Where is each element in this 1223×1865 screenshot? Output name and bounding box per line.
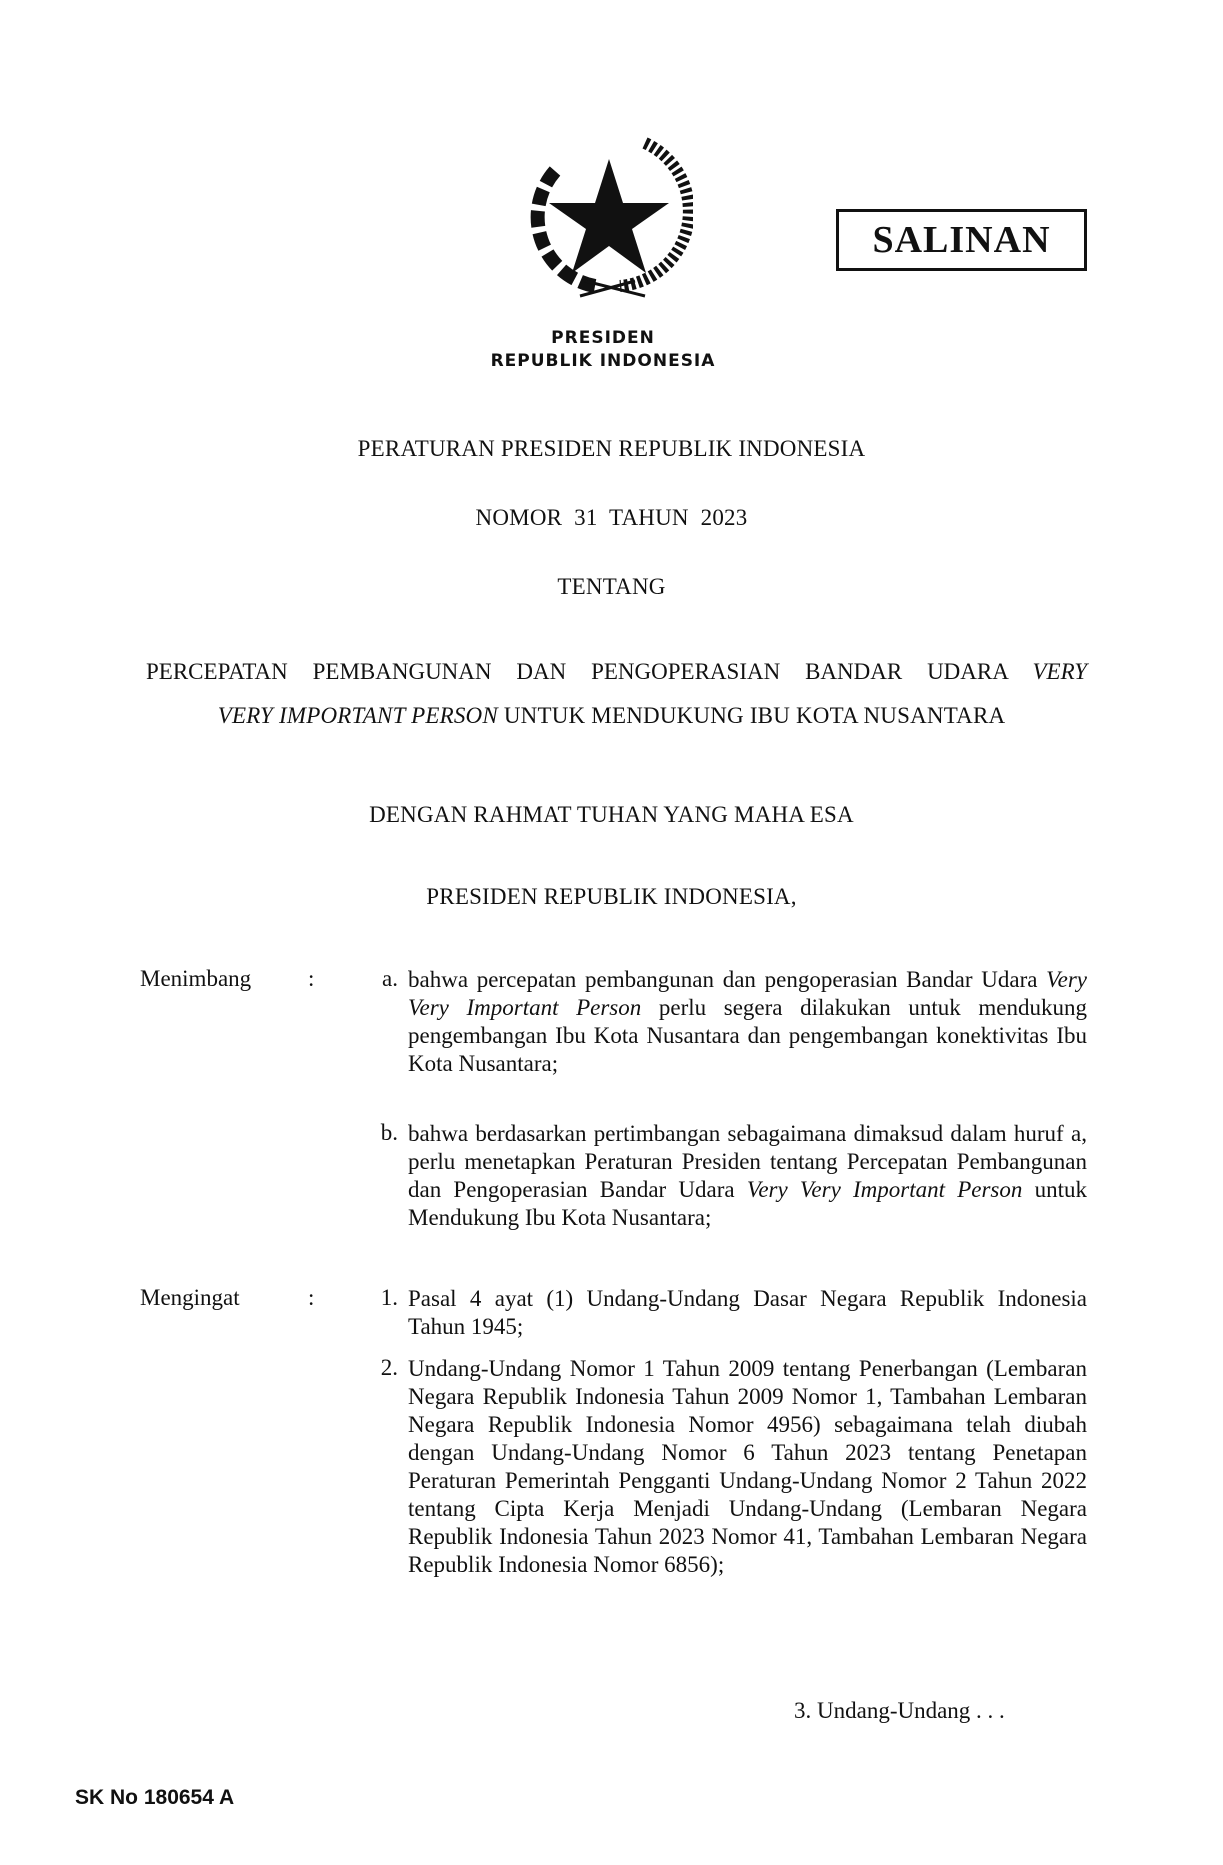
subject-text: UNTUK MENDUKUNG IBU KOTA NUSANTARA [497, 703, 1006, 728]
text: bahwa percepatan pembangunan dan pengoperasian Bandar Udara [408, 967, 1047, 992]
item-marker: 1. [380, 1285, 398, 1310]
colon: : [308, 966, 315, 991]
item-marker: b. [380, 1120, 398, 1145]
text: perlu segera dilakukan untuk mendukung pengembangan Ibu Kota Nusantara dan pengembangan konektivitas Ibu Kota Nusantara; [408, 995, 1088, 1076]
letterhead-president: PRESIDEN [551, 328, 655, 348]
sk-number: SK No 180654 A [75, 1786, 235, 1809]
mengingat-label: Mengingat [140, 1285, 240, 1310]
italic-term: Very Very Important Person [408, 967, 1087, 1020]
letterhead-republic: REPUBLIK INDONESIA [490, 351, 716, 371]
regulation-title: PERATURAN PRESIDEN REPUBLIK INDONESIA [357, 436, 866, 461]
menimbang-label: Menimbang [140, 966, 252, 991]
subject-italic: VERY IMPORTANT PERSON [217, 703, 498, 728]
presidential-emblem-icon [525, 131, 693, 299]
regulation-number: NOMOR 31 TAHUN 2023 [475, 505, 748, 530]
legal-basis-2: Undang-Undang Nomor 1 Tahun 2009 tentang Penerbangan (Lembaran Negara Republik Indonesia Tahun 2009 Nomor 1, Tambahan Lembaran Negara Republik Indonesia Nomor 4956) sebagaimana telah diubah dengan Undang-Undang Nomor 6 Tahun 2023 tentang Penetapan Peraturan Pemerintah Pengganti Undang-Undang Nomor 2 Tahun 2022 tentang Cipta Kerja Menjadi Undang-Undang (Lembaran Negara Republik Indonesia Tahun 2023 Nomor 41, Tambahan Lembaran Negara Republik Indonesia Nomor 6856); [408, 1356, 1087, 1577]
consideration-a [408, 966, 1087, 1078]
page-continuation: 3. Undang-Undang . . . [794, 1698, 1005, 1723]
consideration-b [408, 1120, 1087, 1232]
colon: : [308, 1285, 315, 1310]
text: untuk Mendukung Ibu Kota Nusantara; [408, 1177, 1088, 1230]
salinan-stamp: SALINAN [836, 209, 1087, 271]
subject-text: PERCEPATAN PEMBANGUNAN DAN PENGOPERASIAN BANDAR UDARA [146, 659, 1033, 684]
subject-italic: VERY [1032, 659, 1087, 684]
item-marker: 2. [380, 1355, 398, 1380]
subject-line-2 [0, 703, 1223, 729]
item-marker: a. [382, 966, 398, 991]
legal-basis-1: Pasal 4 ayat (1) Undang-Undang Dasar Negara Republik Indonesia Tahun 1945; [408, 1286, 1087, 1339]
invocation: DENGAN RAHMAT TUHAN YANG MAHA ESA [369, 802, 854, 827]
tentang-heading: TENTANG [557, 574, 666, 599]
italic-term: Very Very Important Person [746, 1177, 1023, 1202]
text: bahwa berdasarkan pertimbangan sebagaimana dimaksud dalam huruf a, perlu menetapkan Peraturan Presiden tentang Percepatan Pembangunan dan Pengoperasian Bandar Udara [408, 1121, 1087, 1202]
subject-line-1 [146, 659, 1087, 685]
issuer: PRESIDEN REPUBLIK INDONESIA, [426, 884, 797, 909]
